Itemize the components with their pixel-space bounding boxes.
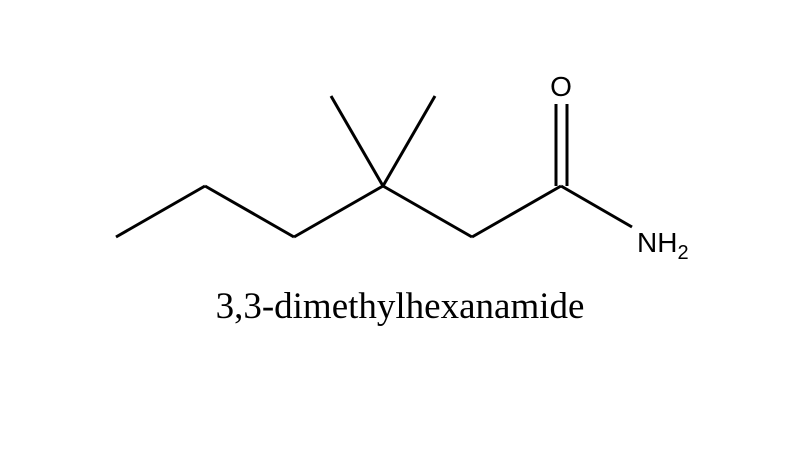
compound-name: 3,3-dimethylhexanamide xyxy=(215,286,585,327)
bond-c3-c2 xyxy=(383,186,472,237)
bond-c1-n xyxy=(561,186,632,227)
bond-c5-c4 xyxy=(205,186,294,237)
bond-c3-methyl-left xyxy=(331,96,383,186)
amine-label-subscript: 2 xyxy=(677,242,689,264)
amine-label-main: NH xyxy=(637,227,678,258)
bond-c2-c1 xyxy=(472,186,561,237)
bond-c4-c3 xyxy=(294,186,383,237)
amine-atom-label xyxy=(637,227,689,264)
bond-c3-methyl-right xyxy=(383,96,435,186)
oxygen-atom-label: O xyxy=(550,71,572,102)
bond-c6-c5 xyxy=(116,186,205,237)
